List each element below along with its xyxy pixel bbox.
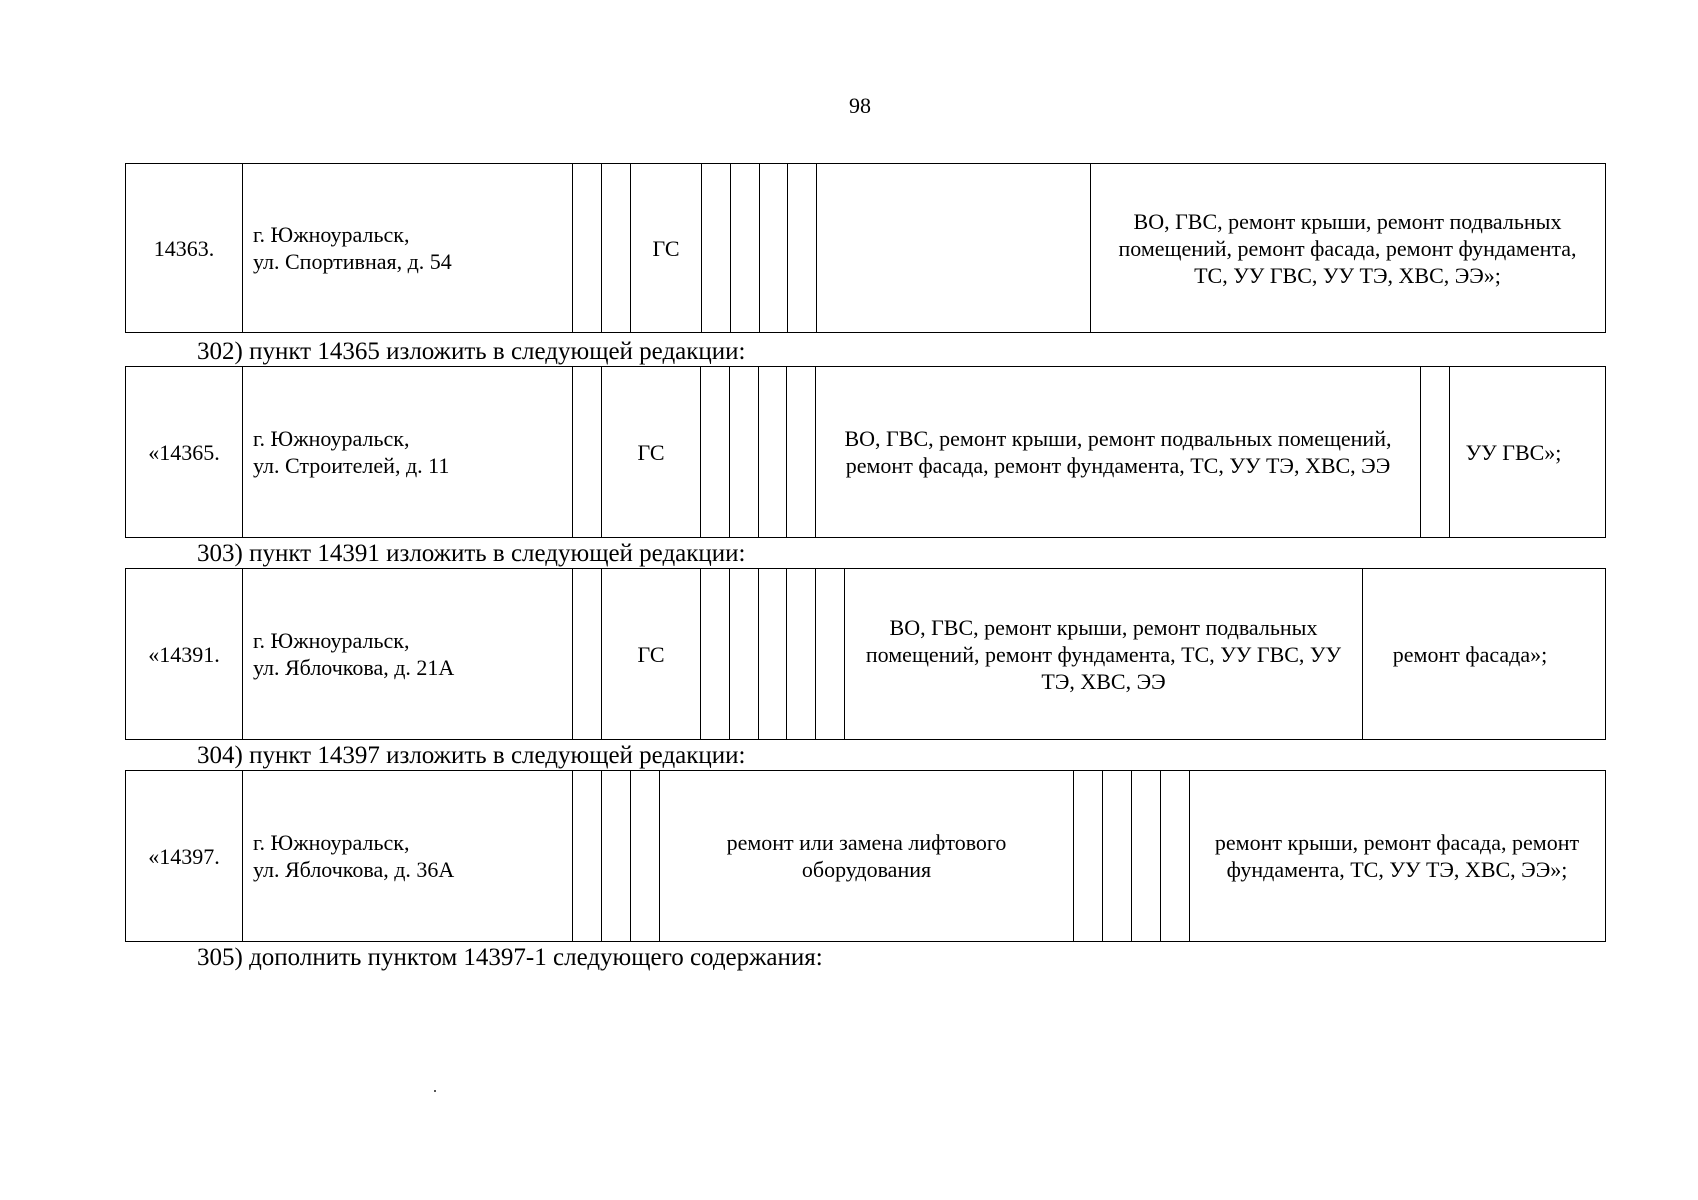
empty-cell [815, 569, 844, 739]
empty-cell [700, 367, 729, 537]
extra-works-cell: ремонт фасада»; [1362, 569, 1577, 739]
instruction-304: 304) пункт 14397 изложить в следующей редакции: [197, 742, 746, 769]
page-number: 98 [849, 93, 871, 118]
gs-cell: ГС [601, 367, 700, 537]
empty-cell [729, 569, 758, 739]
empty-cell [787, 164, 816, 332]
address-cell [242, 569, 572, 739]
gs-cell: ГС [630, 164, 701, 332]
empty-cell [786, 367, 815, 537]
address-line2: ул. Яблочкова, д. 36А [253, 857, 455, 882]
empty-cell [729, 367, 758, 537]
address-line1: г. Южноуральск, [253, 426, 410, 451]
address-line1: г. Южноуральск, [253, 628, 410, 653]
empty-cell [1160, 771, 1189, 941]
works-cell: ВО, ГВС, ремонт крыши, ремонт подвальных помещений, ремонт фундамента, ТС, УУ ГВС, УУ ТЭ, ХВС, ЭЭ [844, 569, 1362, 739]
table-row [125, 770, 1606, 942]
scan-speck [434, 1090, 436, 1092]
empty-cell [816, 164, 1090, 332]
works-cell: ВО, ГВС, ремонт крыши, ремонт подвальных помещений, ремонт фасада, ремонт фундамента, ТС, УУ ГВС, УУ ТЭ, ХВС, ЭЭ»; [1090, 164, 1604, 332]
table-row [125, 366, 1606, 538]
address-line2: ул. Строителей, д. 11 [253, 453, 450, 478]
gs-cell: ГС [601, 569, 700, 739]
instruction-302: 302) пункт 14365 изложить в следующей редакции: [197, 338, 746, 365]
empty-cell [730, 164, 759, 332]
empty-cell [601, 771, 630, 941]
instruction-305: 305) дополнить пунктом 14397-1 следующего содержания: [197, 944, 823, 971]
empty-cell [1420, 367, 1449, 537]
empty-cell [786, 569, 815, 739]
address-cell [242, 367, 572, 537]
empty-cell [759, 164, 787, 332]
address-line1: г. Южноуральск, [253, 222, 410, 247]
instruction-303: 303) пункт 14391 изложить в следующей редакции: [197, 540, 746, 567]
table-row [125, 568, 1606, 740]
row-number: «14365. [148, 439, 220, 465]
empty-cell [572, 771, 601, 941]
works-cell: ремонт крыши, ремонт фасада, ремонт фундамента, ТС, УУ ТЭ, ХВС, ЭЭ»; [1189, 771, 1604, 941]
empty-cell [572, 367, 601, 537]
address-cell [242, 164, 572, 332]
row-number: 14363. [153, 235, 215, 261]
empty-cell [1131, 771, 1160, 941]
extra-works-cell: УУ ГВС»; [1449, 367, 1577, 537]
empty-cell [701, 164, 730, 332]
empty-cell [758, 367, 786, 537]
lift-cell: ремонт или замена лифтового оборудования [659, 771, 1073, 941]
address-line1: г. Южноуральск, [253, 830, 410, 855]
empty-cell [700, 569, 729, 739]
empty-cell [1073, 771, 1102, 941]
address-cell [242, 771, 572, 941]
empty-cell [572, 569, 601, 739]
empty-cell [630, 771, 659, 941]
works-cell: ВО, ГВС, ремонт крыши, ремонт подвальных помещений, ремонт фасада, ремонт фундамента, ТС, УУ ТЭ, ХВС, ЭЭ [815, 367, 1420, 537]
empty-cell [601, 164, 630, 332]
table-row [125, 163, 1606, 333]
row-number: «14397. [148, 843, 220, 869]
empty-cell [572, 164, 601, 332]
address-line2: ул. Яблочкова, д. 21А [253, 655, 455, 680]
empty-cell [758, 569, 786, 739]
row-number: «14391. [148, 641, 220, 667]
address-line2: ул. Спортивная, д. 54 [253, 249, 452, 274]
empty-cell [1102, 771, 1131, 941]
